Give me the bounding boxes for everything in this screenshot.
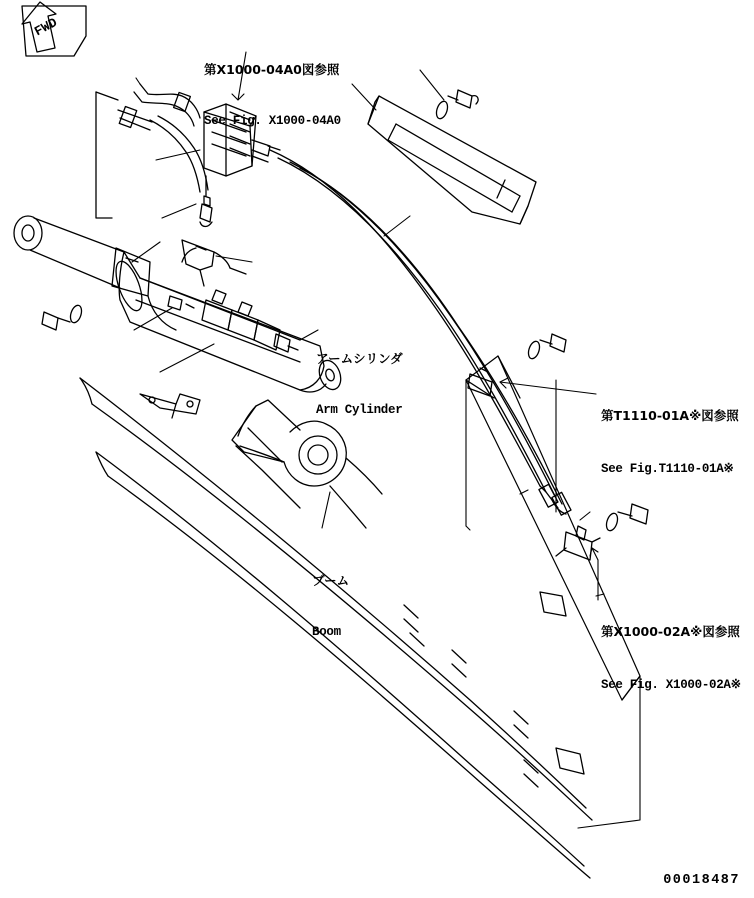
callout-arm-cylinder-en: Arm Cylinder	[316, 403, 403, 417]
hose-guard-plate	[368, 96, 536, 224]
fwd-label: FWD	[32, 15, 60, 40]
callout-arm-cylinder-jp: アームシリンダ	[316, 351, 403, 366]
drawing-part-number: 00018487	[663, 873, 740, 888]
ref-x1000-04a0	[204, 24, 341, 164]
callout-arm-cylinder	[316, 313, 403, 453]
upper-hoses	[96, 84, 208, 218]
ref-t1110-01a-en: See Fig.T1110-01A※	[601, 462, 734, 476]
ref-x1000-04a0-jp: 第X1000-04A0図参照	[204, 62, 340, 77]
arm-cylinder	[14, 216, 345, 393]
ref-t1110-01a-jp: 第T1110-01A※図参照	[601, 408, 739, 423]
callout-boom-en: Boom	[312, 625, 341, 639]
ref-x1000-02a-en: See Fig. X1000-02A※	[601, 678, 741, 692]
ref-x1000-02a-jp: 第X1000-02A※図参照	[601, 624, 740, 639]
ref-t1110-01a	[601, 370, 739, 512]
callout-boom	[312, 535, 349, 675]
ref-x1000-02a	[601, 586, 741, 728]
ref-x1000-04a0-en: See Fig. X1000-04A0	[204, 114, 341, 128]
callout-boom-jp: ブーム	[312, 573, 350, 588]
